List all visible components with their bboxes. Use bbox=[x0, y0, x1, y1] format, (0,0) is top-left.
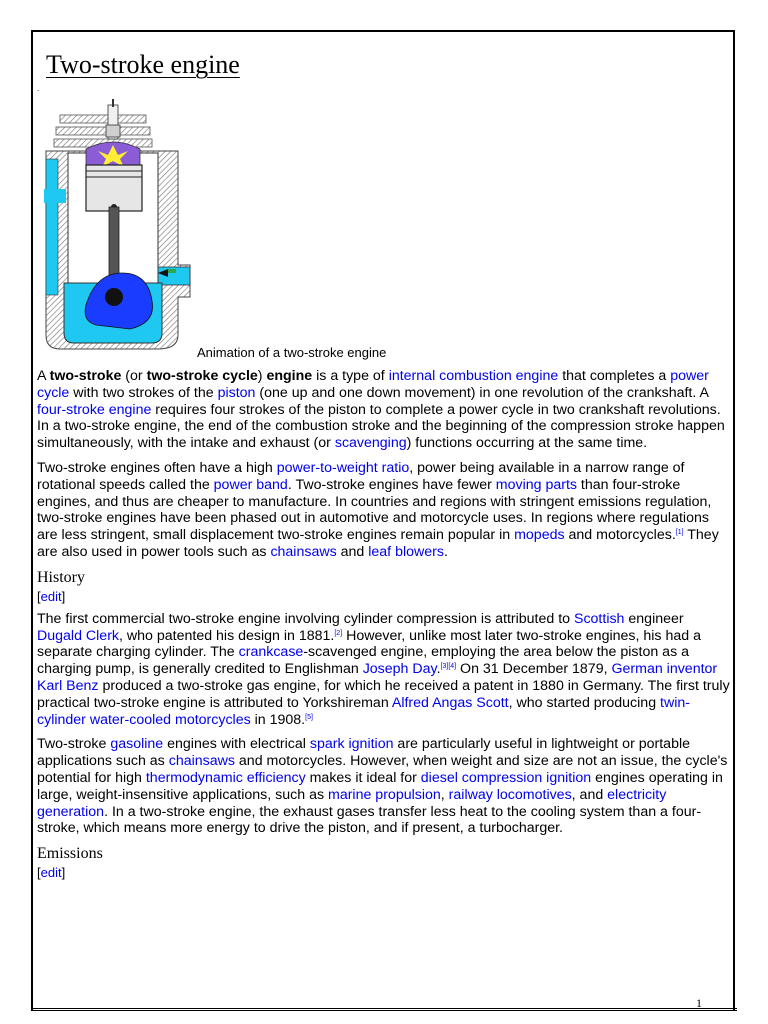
link-marine-propulsion[interactable]: marine propulsion bbox=[328, 786, 441, 803]
figure-caption: Animation of a two-stroke engine bbox=[197, 345, 387, 360]
link-crankcase[interactable]: crankcase bbox=[238, 644, 304, 661]
text: On 31 December 1879, bbox=[456, 661, 612, 678]
page-bottom-rule bbox=[31, 1008, 737, 1011]
link-karl-benz[interactable]: German inventor Karl Benz bbox=[37, 661, 718, 694]
text: , who started producing bbox=[508, 694, 661, 711]
text: engines operating in large, weight-insensitive applications, such as bbox=[37, 769, 723, 803]
citation-1[interactable]: [1] bbox=[675, 529, 684, 537]
two-stroke-engine-animation-icon bbox=[38, 97, 198, 355]
link-chainsaws-2[interactable]: chainsaws bbox=[168, 753, 235, 770]
text: , bbox=[440, 786, 449, 803]
link-twin-cylinder-motorcycles[interactable]: twin-cylinder water-cooled motorcycles bbox=[37, 694, 690, 728]
section-heading-history: History bbox=[37, 568, 85, 586]
text: requires four strokes of the piston to complete a power cycle in two crankshaft revolutions. In a two-stroke engine, the end of the combustion stroke and the beginning of the compression stroke happen simultaneously, with the intake and exhaust (or bbox=[37, 401, 725, 452]
link-railway-locomotives[interactable]: railway locomotives bbox=[448, 786, 572, 803]
link-electricity-generation[interactable]: electricity generation bbox=[37, 786, 667, 820]
text: A bbox=[37, 368, 50, 384]
text: and motorcycles. bbox=[564, 527, 676, 544]
link-alfred-angas-scott[interactable]: Alfred Angas Scott bbox=[391, 694, 509, 711]
edit-button[interactable]: edit bbox=[40, 588, 62, 604]
text: Two-stroke bbox=[37, 736, 111, 753]
text: with two strokes of the bbox=[69, 384, 218, 401]
bold-term: two-stroke bbox=[49, 368, 122, 384]
history-paragraph-2 bbox=[37, 736, 731, 837]
link-scottish[interactable]: Scottish bbox=[573, 610, 625, 627]
link-diesel-compression-ignition[interactable]: diesel compression ignition bbox=[420, 769, 592, 786]
bracket: [ bbox=[37, 865, 41, 881]
edit-link-emissions bbox=[37, 865, 731, 881]
text: are particularly useful in lightweight or portable applications such as bbox=[37, 736, 691, 770]
link-spark-ignition[interactable]: spark ignition bbox=[309, 736, 394, 753]
text: . Two-stroke engines have fewer bbox=[287, 476, 496, 493]
text: (or bbox=[121, 368, 147, 384]
text: However, unlike most later two-stroke engines, his had a separate charging cylinder. The bbox=[37, 627, 701, 661]
link-internal-combustion-engine[interactable]: internal combustion engine bbox=[388, 368, 559, 384]
text: . bbox=[436, 661, 441, 678]
link-mopeds[interactable]: mopeds bbox=[514, 527, 565, 544]
citation-3-4[interactable]: [3][4] bbox=[440, 663, 457, 671]
text: The first commercial two-stroke engine involving cylinder compression is attributed to bbox=[37, 610, 574, 627]
text: makes it ideal for bbox=[305, 769, 421, 786]
article-body bbox=[37, 368, 731, 887]
text: ) functions occurring at the same time. bbox=[406, 435, 648, 452]
text: and bbox=[336, 543, 369, 560]
text: , and bbox=[571, 786, 608, 803]
text: that completes a bbox=[558, 368, 671, 384]
text: , power being available in a narrow range of rotational speeds called the bbox=[37, 459, 685, 493]
link-piston[interactable]: piston bbox=[217, 384, 256, 401]
text: ) bbox=[257, 368, 267, 384]
bold-term: engine bbox=[266, 368, 313, 384]
history-paragraph-1 bbox=[37, 611, 731, 729]
intro-paragraph-1 bbox=[37, 368, 731, 452]
text: produced a two-stroke gas engine, for which he received a patent in 1880 in Germany. The first truly practical two-stroke engine is attributed to Yorkshireman bbox=[37, 677, 730, 711]
edit-button[interactable]: edit bbox=[40, 865, 62, 881]
link-moving-parts[interactable]: moving parts bbox=[495, 476, 577, 493]
link-power-cycle[interactable]: power cycle bbox=[37, 368, 709, 401]
text: is a type of bbox=[312, 368, 389, 384]
text: and motorcycles. However, when weight and size are not an issue, the cycle's potential for high bbox=[37, 753, 728, 786]
link-leaf-blowers[interactable]: leaf blowers bbox=[368, 543, 444, 560]
citation-5[interactable]: [5] bbox=[305, 713, 313, 721]
link-power-band[interactable]: power band bbox=[213, 476, 288, 493]
text: , who patented his design in 1881. bbox=[119, 627, 335, 644]
text: than four-stroke engines, and thus are cheaper to manufacture. In countries and regions with stringent emissions regulation, two-stroke engines have been phased out in automotive and motorcycle uses. In regions where regulations are less stringent, small displacement two-stroke engines remain popular in bbox=[37, 476, 712, 544]
text: -scavenged engine, employing the area below the piston as a charging pump, is generally credited to Englishman bbox=[37, 644, 689, 678]
intro-paragraph-2 bbox=[37, 460, 731, 561]
text: engines with electrical bbox=[163, 736, 310, 753]
link-dugald-clerk[interactable]: Dugald Clerk bbox=[37, 627, 120, 644]
text: (one up and one down movement) in one revolution of the crankshaft. A bbox=[255, 384, 709, 401]
page-title: Two-stroke engine bbox=[46, 50, 240, 79]
bracket: [ bbox=[37, 588, 41, 604]
link-chainsaws[interactable]: chainsaws bbox=[270, 543, 337, 560]
section-heading-emissions: Emissions bbox=[37, 845, 103, 863]
text: . In a two-stroke engine, the exhaust gases transfer less heat to the cooling system than a four-stroke, which means more energy to drive the piston, and if present, a turbocharger. bbox=[37, 803, 702, 837]
text: in 1908. bbox=[250, 711, 306, 728]
page-number: 1 bbox=[696, 996, 702, 1010]
link-joseph-day[interactable]: Joseph Day bbox=[362, 661, 437, 678]
text: Two-stroke engines often have a high bbox=[37, 459, 277, 476]
edit-link-history bbox=[37, 589, 731, 605]
text: . bbox=[443, 543, 448, 560]
citation-2[interactable]: [2] bbox=[334, 629, 343, 637]
link-scavenging[interactable]: scavenging bbox=[334, 435, 407, 452]
bracket: ] bbox=[61, 588, 66, 604]
bold-term: two-stroke cycle bbox=[146, 368, 258, 384]
stray-dot: . bbox=[37, 84, 40, 93]
link-gasoline[interactable]: gasoline bbox=[110, 736, 164, 753]
bracket: ] bbox=[61, 865, 66, 881]
text: They are also used in power tools such as bbox=[37, 527, 719, 560]
text: engineer bbox=[624, 610, 684, 627]
link-four-stroke-engine[interactable]: four-stroke engine bbox=[37, 401, 152, 418]
link-power-to-weight-ratio[interactable]: power-to-weight ratio bbox=[276, 459, 410, 476]
link-thermodynamic-efficiency[interactable]: thermodynamic efficiency bbox=[145, 769, 306, 786]
